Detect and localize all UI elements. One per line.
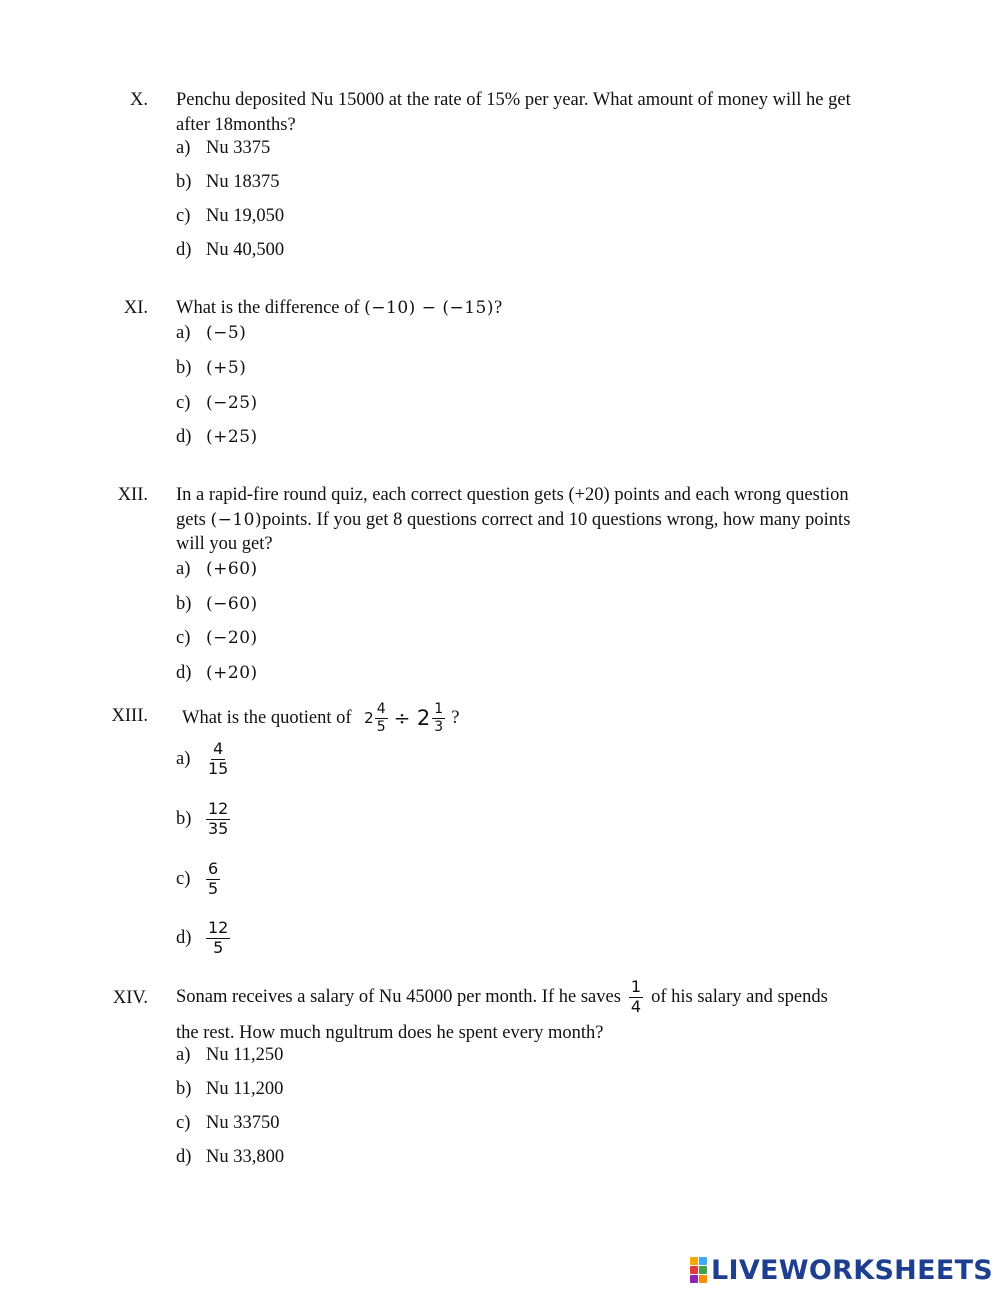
option-fraction xyxy=(206,860,220,898)
option-d[interactable] xyxy=(176,427,258,448)
numerator: 12 xyxy=(208,799,229,819)
mixed-number-1 xyxy=(364,701,387,734)
stem-end: ? xyxy=(451,707,460,728)
option-fraction xyxy=(206,800,230,838)
option-a[interactable] xyxy=(176,1045,283,1066)
option-a[interactable] xyxy=(176,734,230,784)
option-text: Nu 40,500 xyxy=(206,240,285,260)
numerator: 4 xyxy=(213,739,224,759)
liveworksheets-logo xyxy=(690,1255,993,1285)
question-number: XI. xyxy=(123,298,148,318)
denominator: 35 xyxy=(208,818,229,838)
fraction xyxy=(375,701,388,734)
option-text: (+25) xyxy=(206,427,258,447)
whole-part: 2 xyxy=(416,705,431,730)
stem-text: Sonam receives a salary of Nu 45000 per month. If he saves xyxy=(176,986,621,1007)
option-text: Nu 33750 xyxy=(206,1113,280,1133)
option-label: c) xyxy=(176,393,191,413)
option-a[interactable] xyxy=(176,323,246,344)
option-b[interactable] xyxy=(176,594,258,615)
divide-operator: ÷ xyxy=(393,705,411,730)
question-stem xyxy=(176,296,876,321)
logo-text: LIVEWORKSHEETS xyxy=(711,1254,994,1286)
option-fraction xyxy=(206,919,230,957)
question-stem: Penchu deposited Nu 15000 at the rate of 15% per year. What amount of money will he get after 18months? xyxy=(176,90,851,135)
option-text: (+20) xyxy=(206,663,258,683)
logo-mark-icon xyxy=(690,1257,707,1283)
option-text: (−25) xyxy=(206,393,258,413)
stem-expression: (−10) − (−15) xyxy=(364,298,495,318)
mixed-number-2 xyxy=(417,701,445,734)
denominator: 5 xyxy=(376,718,386,735)
option-c[interactable] xyxy=(176,628,258,649)
stem-text: What is the difference of xyxy=(176,298,365,318)
option-label: b) xyxy=(176,1079,192,1099)
option-c[interactable] xyxy=(176,393,258,414)
stem-expression: (−10) xyxy=(210,509,263,530)
stem-end: points. If you get 8 questions correct and 10 questions wrong, how many points will you get? xyxy=(176,509,851,554)
numerator: 4 xyxy=(376,701,386,718)
option-label: a) xyxy=(176,323,191,343)
option-label: c) xyxy=(176,628,191,648)
option-text: (−60) xyxy=(206,594,258,614)
question-stem xyxy=(182,697,882,739)
option-label: d) xyxy=(176,240,192,260)
denominator: 5 xyxy=(208,878,219,898)
option-label: b) xyxy=(176,172,192,192)
option-text: Nu 19,050 xyxy=(206,206,285,226)
option-b[interactable] xyxy=(176,794,230,844)
option-label: c) xyxy=(176,868,191,889)
option-d[interactable] xyxy=(176,913,230,963)
option-b[interactable] xyxy=(176,358,246,379)
option-d[interactable] xyxy=(176,240,284,261)
option-label: b) xyxy=(176,594,192,614)
fraction xyxy=(629,978,643,1016)
option-label: d) xyxy=(176,1147,192,1167)
question-number: XIII. xyxy=(111,706,148,726)
option-text: Nu 18375 xyxy=(206,172,280,192)
option-text: (+60) xyxy=(206,559,258,579)
option-label: d) xyxy=(176,927,192,948)
option-a[interactable] xyxy=(176,559,258,580)
option-text: Nu 11,200 xyxy=(206,1079,284,1099)
option-label: a) xyxy=(176,138,191,158)
option-text: (+5) xyxy=(206,358,247,378)
question-number: XII. xyxy=(117,485,148,505)
whole-part: 2 xyxy=(364,708,374,727)
option-text: (−5) xyxy=(206,323,247,343)
option-text: (−20) xyxy=(206,628,258,648)
question-stem-line-1 xyxy=(176,972,876,1022)
option-label: d) xyxy=(176,663,192,683)
option-label: d) xyxy=(176,427,192,447)
option-label: c) xyxy=(176,206,191,226)
option-text: Nu 11,250 xyxy=(206,1045,284,1065)
numerator: 12 xyxy=(208,918,229,938)
option-d[interactable] xyxy=(176,1147,284,1168)
option-label: c) xyxy=(176,1113,191,1133)
fraction xyxy=(432,701,445,734)
stem-text: What is the quotient of xyxy=(182,707,357,728)
denominator: 15 xyxy=(208,758,229,778)
option-c[interactable] xyxy=(176,854,220,904)
numerator: 6 xyxy=(208,859,219,879)
denominator: 5 xyxy=(213,937,224,957)
option-b[interactable] xyxy=(176,172,280,193)
denominator: 4 xyxy=(630,996,642,1016)
option-label: b) xyxy=(176,808,192,829)
denominator: 3 xyxy=(434,718,444,735)
option-text: Nu 3375 xyxy=(206,138,271,158)
option-c[interactable] xyxy=(176,206,284,227)
option-label: a) xyxy=(176,559,191,579)
option-label: b) xyxy=(176,358,192,378)
question-number: X. xyxy=(130,90,148,110)
option-label: a) xyxy=(176,1045,191,1065)
option-d[interactable] xyxy=(176,663,258,684)
stem-end: ? xyxy=(494,298,503,318)
stem-text: In a rapid-fire round quiz, each correct question gets (+20) points and each wrong question gets xyxy=(176,485,849,530)
option-c[interactable] xyxy=(176,1113,280,1134)
option-b[interactable] xyxy=(176,1079,283,1100)
question-stem xyxy=(176,483,866,557)
question-number: XIV. xyxy=(112,988,148,1008)
question-stem-line-2: the rest. How much ngultrum does he spent every month? xyxy=(176,1023,604,1043)
numerator: 1 xyxy=(630,977,642,997)
option-label: a) xyxy=(176,748,191,769)
option-a[interactable] xyxy=(176,138,270,159)
option-text: Nu 33,800 xyxy=(206,1147,285,1167)
numerator: 1 xyxy=(434,701,444,718)
stem-text-after-fraction: of his salary and spends xyxy=(651,986,828,1007)
option-fraction xyxy=(206,740,230,778)
